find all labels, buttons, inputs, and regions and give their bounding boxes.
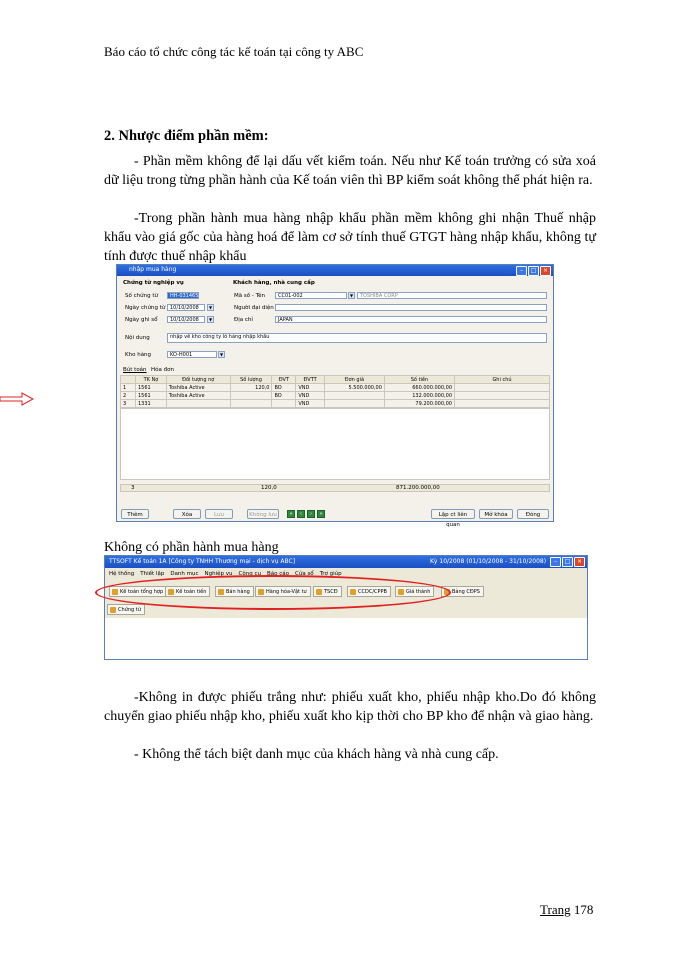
close-icon[interactable]: × [540, 266, 551, 276]
menu-item[interactable]: Nghiệp vụ [204, 571, 233, 577]
chevron-down-icon[interactable]: ▼ [219, 352, 224, 357]
col-header: Đơn giá [324, 376, 384, 384]
chevron-down-icon[interactable]: ▼ [349, 293, 354, 298]
period-label: Kỳ 10/2008 (01/10/2008 - 31/10/2008) [430, 558, 547, 565]
module-cash[interactable]: Kế toán tiền [165, 586, 210, 597]
col-header: Số lượng [230, 376, 272, 384]
entries-table [120, 375, 550, 408]
voucher-date-label: Ngày chứng từ [125, 305, 166, 311]
description-field[interactable]: nhập về kho công ty lô hàng nhập khẩu [167, 333, 547, 343]
maximize-icon[interactable]: □ [528, 266, 539, 276]
close-button[interactable]: Đóng [517, 509, 549, 519]
menu-item[interactable]: Thiết lập [140, 571, 165, 577]
tab-vouchers[interactable]: Chứng từ [107, 604, 145, 615]
page-label: Trang [540, 902, 571, 917]
menu-item[interactable]: Cửa sổ [295, 571, 314, 577]
col-header: ĐVTT [296, 376, 325, 384]
customer-section-title: Khách hàng, nhà cung cấp [233, 280, 315, 286]
menu-item[interactable]: Danh mục [170, 571, 199, 577]
menu-item[interactable]: Công cụ [238, 571, 261, 577]
address-label: Địa chỉ [234, 317, 253, 323]
tab-entries[interactable]: Bút toán [123, 367, 147, 373]
total-amount: 871.200.000,00 [396, 485, 440, 491]
app-title: TTSOFT Kế toán 1A [Công ty TNHH Thương mại - dịch vụ ABC] [109, 558, 296, 565]
warehouse-label: Kho hàng [125, 352, 152, 358]
table-row[interactable]: 1 1561 Toshiba Active 120,0 BO VND 5.500.000,00 660.000.000,00 [121, 384, 550, 392]
window-titlebar [117, 265, 553, 276]
col-header: TK Nợ [136, 376, 167, 384]
posting-date-label: Ngày ghi sổ [125, 317, 158, 323]
chevron-down-icon[interactable]: ▼ [208, 305, 213, 310]
totals-row [120, 484, 550, 492]
representative-field[interactable] [275, 304, 547, 311]
maximize-icon[interactable]: □ [562, 557, 573, 567]
voucher-date-field[interactable]: 10/10/2008 [167, 304, 205, 311]
module-fixed-assets[interactable]: TSCĐ [313, 586, 342, 597]
voucher-no-field[interactable]: HH-031465 [167, 292, 199, 299]
last-icon[interactable]: » [317, 510, 325, 518]
col-header: Đối tượng nợ [166, 376, 230, 384]
supplier-code-field[interactable]: CC01-002 [275, 292, 347, 299]
total-quantity: 120,0 [261, 485, 277, 491]
module-tools[interactable]: CCDC/CPPB [347, 586, 391, 597]
col-header: ĐVT [272, 376, 296, 384]
address-field[interactable]: JAPAN [275, 316, 547, 323]
table-row[interactable]: 2 1561 Toshiba Active BO VND 132.000.000,00 [121, 392, 550, 400]
page-footer [540, 902, 593, 918]
no-save-button[interactable]: Không lưu [247, 509, 279, 519]
voucher-section-title: Chứng từ nghiệp vụ [123, 280, 184, 286]
delete-button[interactable]: Xóa [173, 509, 201, 519]
code-name-label: Mã số - Tên [234, 293, 266, 299]
first-icon[interactable]: « [287, 510, 295, 518]
total-count: 3 [131, 485, 135, 491]
module-costing[interactable]: Giá thành [395, 586, 434, 597]
warehouse-field[interactable]: KO-H001 [167, 351, 217, 358]
workspace [105, 618, 587, 659]
paragraph-2: -Trong phần hành mua hàng nhập khẩu phần mềm không ghi nhận Thuế nhập khẩu vào giá gốc của hàng hoá để làm cơ sở tính thuế GTGT hàng nhập khẩu, không tự tính được thuế nhập khẩu [104, 211, 596, 264]
menu-item[interactable]: Báo cáo [266, 571, 289, 577]
module-sales[interactable]: Bán hàng [215, 586, 254, 597]
chevron-down-icon[interactable]: ▼ [208, 317, 213, 322]
minimize-icon[interactable]: – [550, 557, 561, 567]
unlock-button[interactable]: Mở khóa [479, 509, 513, 519]
table-row[interactable]: 3 1331 VND 79.200.000,00 [121, 400, 550, 408]
paragraph-4: - Không thể tách biệt danh mục của khách hàng và nhà cung cấp. [134, 747, 499, 762]
table-header [121, 376, 550, 384]
next-icon[interactable]: › [307, 510, 315, 518]
related-voucher-button[interactable]: Lập ct liên quan [431, 509, 475, 519]
supplier-name-field[interactable]: TOSHIBA CORP [357, 292, 547, 299]
main-app-window [104, 555, 588, 660]
page-number: 178 [573, 902, 594, 917]
arrow-icon [0, 392, 34, 406]
menu-item[interactable]: Trợ giúp [319, 571, 342, 577]
voucher-no-label: Số chứng từ [125, 293, 158, 299]
posting-date-field[interactable]: 10/10/2008 [167, 316, 205, 323]
menu-item[interactable]: Hệ thống [109, 571, 135, 577]
representative-label: Người đại diện [234, 305, 274, 311]
col-header: Ghi chú [455, 376, 550, 384]
description-label: Nội dung [125, 335, 150, 341]
import-purchase-window [116, 264, 554, 528]
col-header: Số tiền [384, 376, 454, 384]
minimize-icon[interactable]: – [516, 266, 527, 276]
window-title: nhập mua hàng [129, 266, 177, 273]
paragraph-1: - Phần mềm không để lại dấu vết kiểm toán. Nếu như Kế toán trưởng có sửa xoá dữ liệu trong từng phần hành của Kế toán viên thì BP kiểm soát không thể phát hiện ra. [104, 154, 596, 188]
module-inventory[interactable]: Hàng hóa-Vật tư [255, 586, 311, 597]
save-button[interactable]: Lưu [205, 509, 233, 519]
prev-icon[interactable]: ‹ [297, 510, 305, 518]
table-empty-area [120, 408, 550, 480]
app-titlebar [105, 556, 587, 568]
add-button[interactable]: Thêm [121, 509, 149, 519]
section-title: 2. Nhược điểm phần mềm: [104, 128, 269, 144]
paragraph-3: -Không in được phiếu trắng như: phiếu xuất kho, phiếu nhập kho.Do đó không chuyển giao phiếu nhập kho, phiếu xuất kho kịp thời cho BP kho để nhận và giao hàng. [104, 690, 596, 724]
module-general-ledger[interactable]: Kế toán tổng hợp [109, 586, 167, 597]
page-header: Báo cáo tổ chức công tác kế toán tại công ty ABC [104, 44, 364, 59]
close-icon[interactable]: × [574, 557, 585, 567]
tab-invoice[interactable]: Hóa đơn [151, 367, 174, 373]
caption-no-purchase-module: Không có phần hành mua hàng [104, 540, 279, 555]
highlight-ellipse [95, 575, 451, 610]
module-trial-balance[interactable]: Bảng CĐPS [441, 586, 484, 597]
